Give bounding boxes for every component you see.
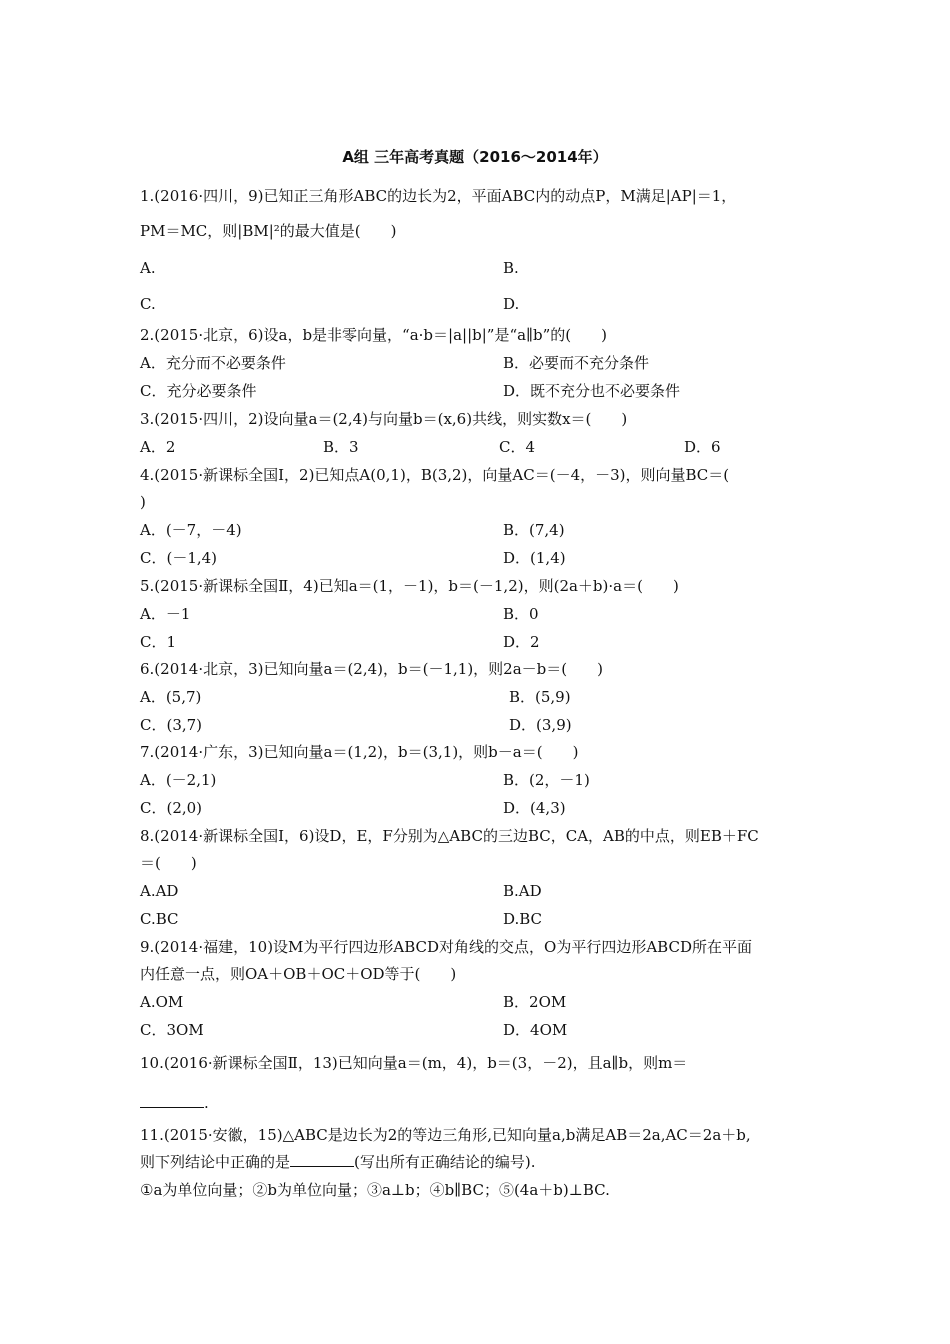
q4-option-a: A．(－7，－4) [140,521,242,539]
q6-option-c: C．(3,7) [140,716,203,734]
q4-option-b: B．(7,4) [503,521,565,539]
q9-option-a: A.OM [140,993,184,1011]
q5-option-a: A．－1 [140,605,191,623]
q4-stem-line2: ) [140,493,146,511]
q11-answer-blank[interactable] [290,1152,354,1167]
q9-stem-line1: 9.(2014·福建，10)设M为平行四边形ABCD对角线的交点，O为平行四边形ABCD所在平面 [140,938,752,956]
q3-option-b: B．3 [323,438,359,456]
q2-option-c: C．充分必要条件 [140,382,257,400]
q9-stem-line2: 内任意一点，则OA＋OB＋OC＋OD等于( ) [140,965,457,983]
q7-option-d: D．(4,3) [503,799,566,817]
q1-stem-line2: PM＝MC，则|BM|²的最大值是( ) [140,222,397,240]
q8-stem-line1: 8.(2014·新课标全国Ⅰ，6)设D，E，F分别为△ABC的三边BC，CA，AB的中点，则EB＋FC [140,827,759,845]
q9-option-c: C．3OM [140,1021,204,1039]
q9-option-b: B．2OM [503,993,567,1011]
q5-option-d: D．2 [503,633,540,651]
q3-option-d: D．6 [684,438,721,456]
q5-stem: 5.(2015·新课标全国Ⅱ，4)已知a＝(1，－1)，b＝(－1,2)，则(2a＋b)·a＝( ) [140,577,679,595]
q1-option-b: B. [503,259,519,277]
q8-option-c: C.BC [140,910,179,928]
q7-option-b: B．(2，－1) [503,771,590,789]
q10-period: . [204,1094,209,1112]
q1-option-a: A. [140,259,156,277]
q11-conclusions: ①a为单位向量；②b为单位向量；③a⊥b；④b∥BC；⑤(4a＋b)⊥BC. [140,1181,610,1199]
q8-option-b: B.AD [503,882,542,900]
q7-option-a: A．(－2,1) [140,771,217,789]
q5-option-b: B．0 [503,605,539,623]
q3-option-c: C．4 [499,438,536,456]
q2-option-a: A．充分而不必要条件 [140,354,286,372]
q1-option-d: D. [503,295,520,313]
q7-stem: 7.(2014·广东，3)已知向量a＝(1,2)，b＝(3,1)，则b－a＝( ) [140,743,579,761]
q6-option-a: A．(5,7) [140,688,202,706]
q10-stem-line1: 10.(2016·新课标全国Ⅱ，13)已知向量a＝(m，4)，b＝(3，－2)，且a∥b，则m＝ [140,1054,688,1072]
q11-stem-line2 [140,1152,536,1172]
q5-option-c: C．1 [140,633,177,651]
q10-answer-blank[interactable] [140,1093,204,1108]
q2-option-b: B．必要而不充分条件 [503,354,650,372]
q2-stem: 2.(2015·北京，6)设a，b是非零向量，“a·b＝|a||b|”是“a∥b”的( ) [140,326,607,344]
q9-option-d: D．4OM [503,1021,568,1039]
q2-option-d: D．既不充分也不必要条件 [503,382,681,400]
q4-option-c: C．(－1,4) [140,549,218,567]
q6-option-b: B．(5,9) [509,688,571,706]
q4-option-d: D．(1,4) [503,549,566,567]
q4-stem-line1: 4.(2015·新课标全国Ⅰ，2)已知点A(0,1)，B(3,2)，向量AC＝(－4，－3)，则向量BC＝( [140,466,730,484]
q11-stem-line1: 11.(2015·安徽，15)△ABC是边长为2的等边三角形,已知向量a,b满足AB＝2a,AC＝2a＋b, [140,1126,751,1144]
q11-stem-suffix: (写出所有正确结论的编号). [354,1153,536,1171]
q8-option-d: D.BC [503,910,543,928]
q7-option-c: C．(2,0) [140,799,203,817]
q3-option-a: A．2 [140,438,176,456]
q6-option-d: D．(3,9) [509,716,572,734]
q1-stem-line1: 1.(2016·四川，9)已知正三角形ABC的边长为2，平面ABC内的动点P，M满足|AP|＝1， [140,187,737,205]
page-title: A组 三年高考真题（2016～2014年） [342,148,608,166]
q3-stem: 3.(2015·四川，2)设向量a＝(2,4)与向量b＝(x,6)共线，则实数x＝( ) [140,410,628,428]
q1-option-c: C. [140,295,156,313]
q6-stem: 6.(2014·北京，3)已知向量a＝(2,4)，b＝(－1,1)，则2a－b＝( ) [140,660,603,678]
q10-answer-line [140,1093,209,1113]
q8-option-a: A.AD [140,882,179,900]
q8-stem-line2: ＝( ) [140,854,197,872]
q11-stem-prefix: 则下列结论中正确的是 [140,1153,291,1171]
